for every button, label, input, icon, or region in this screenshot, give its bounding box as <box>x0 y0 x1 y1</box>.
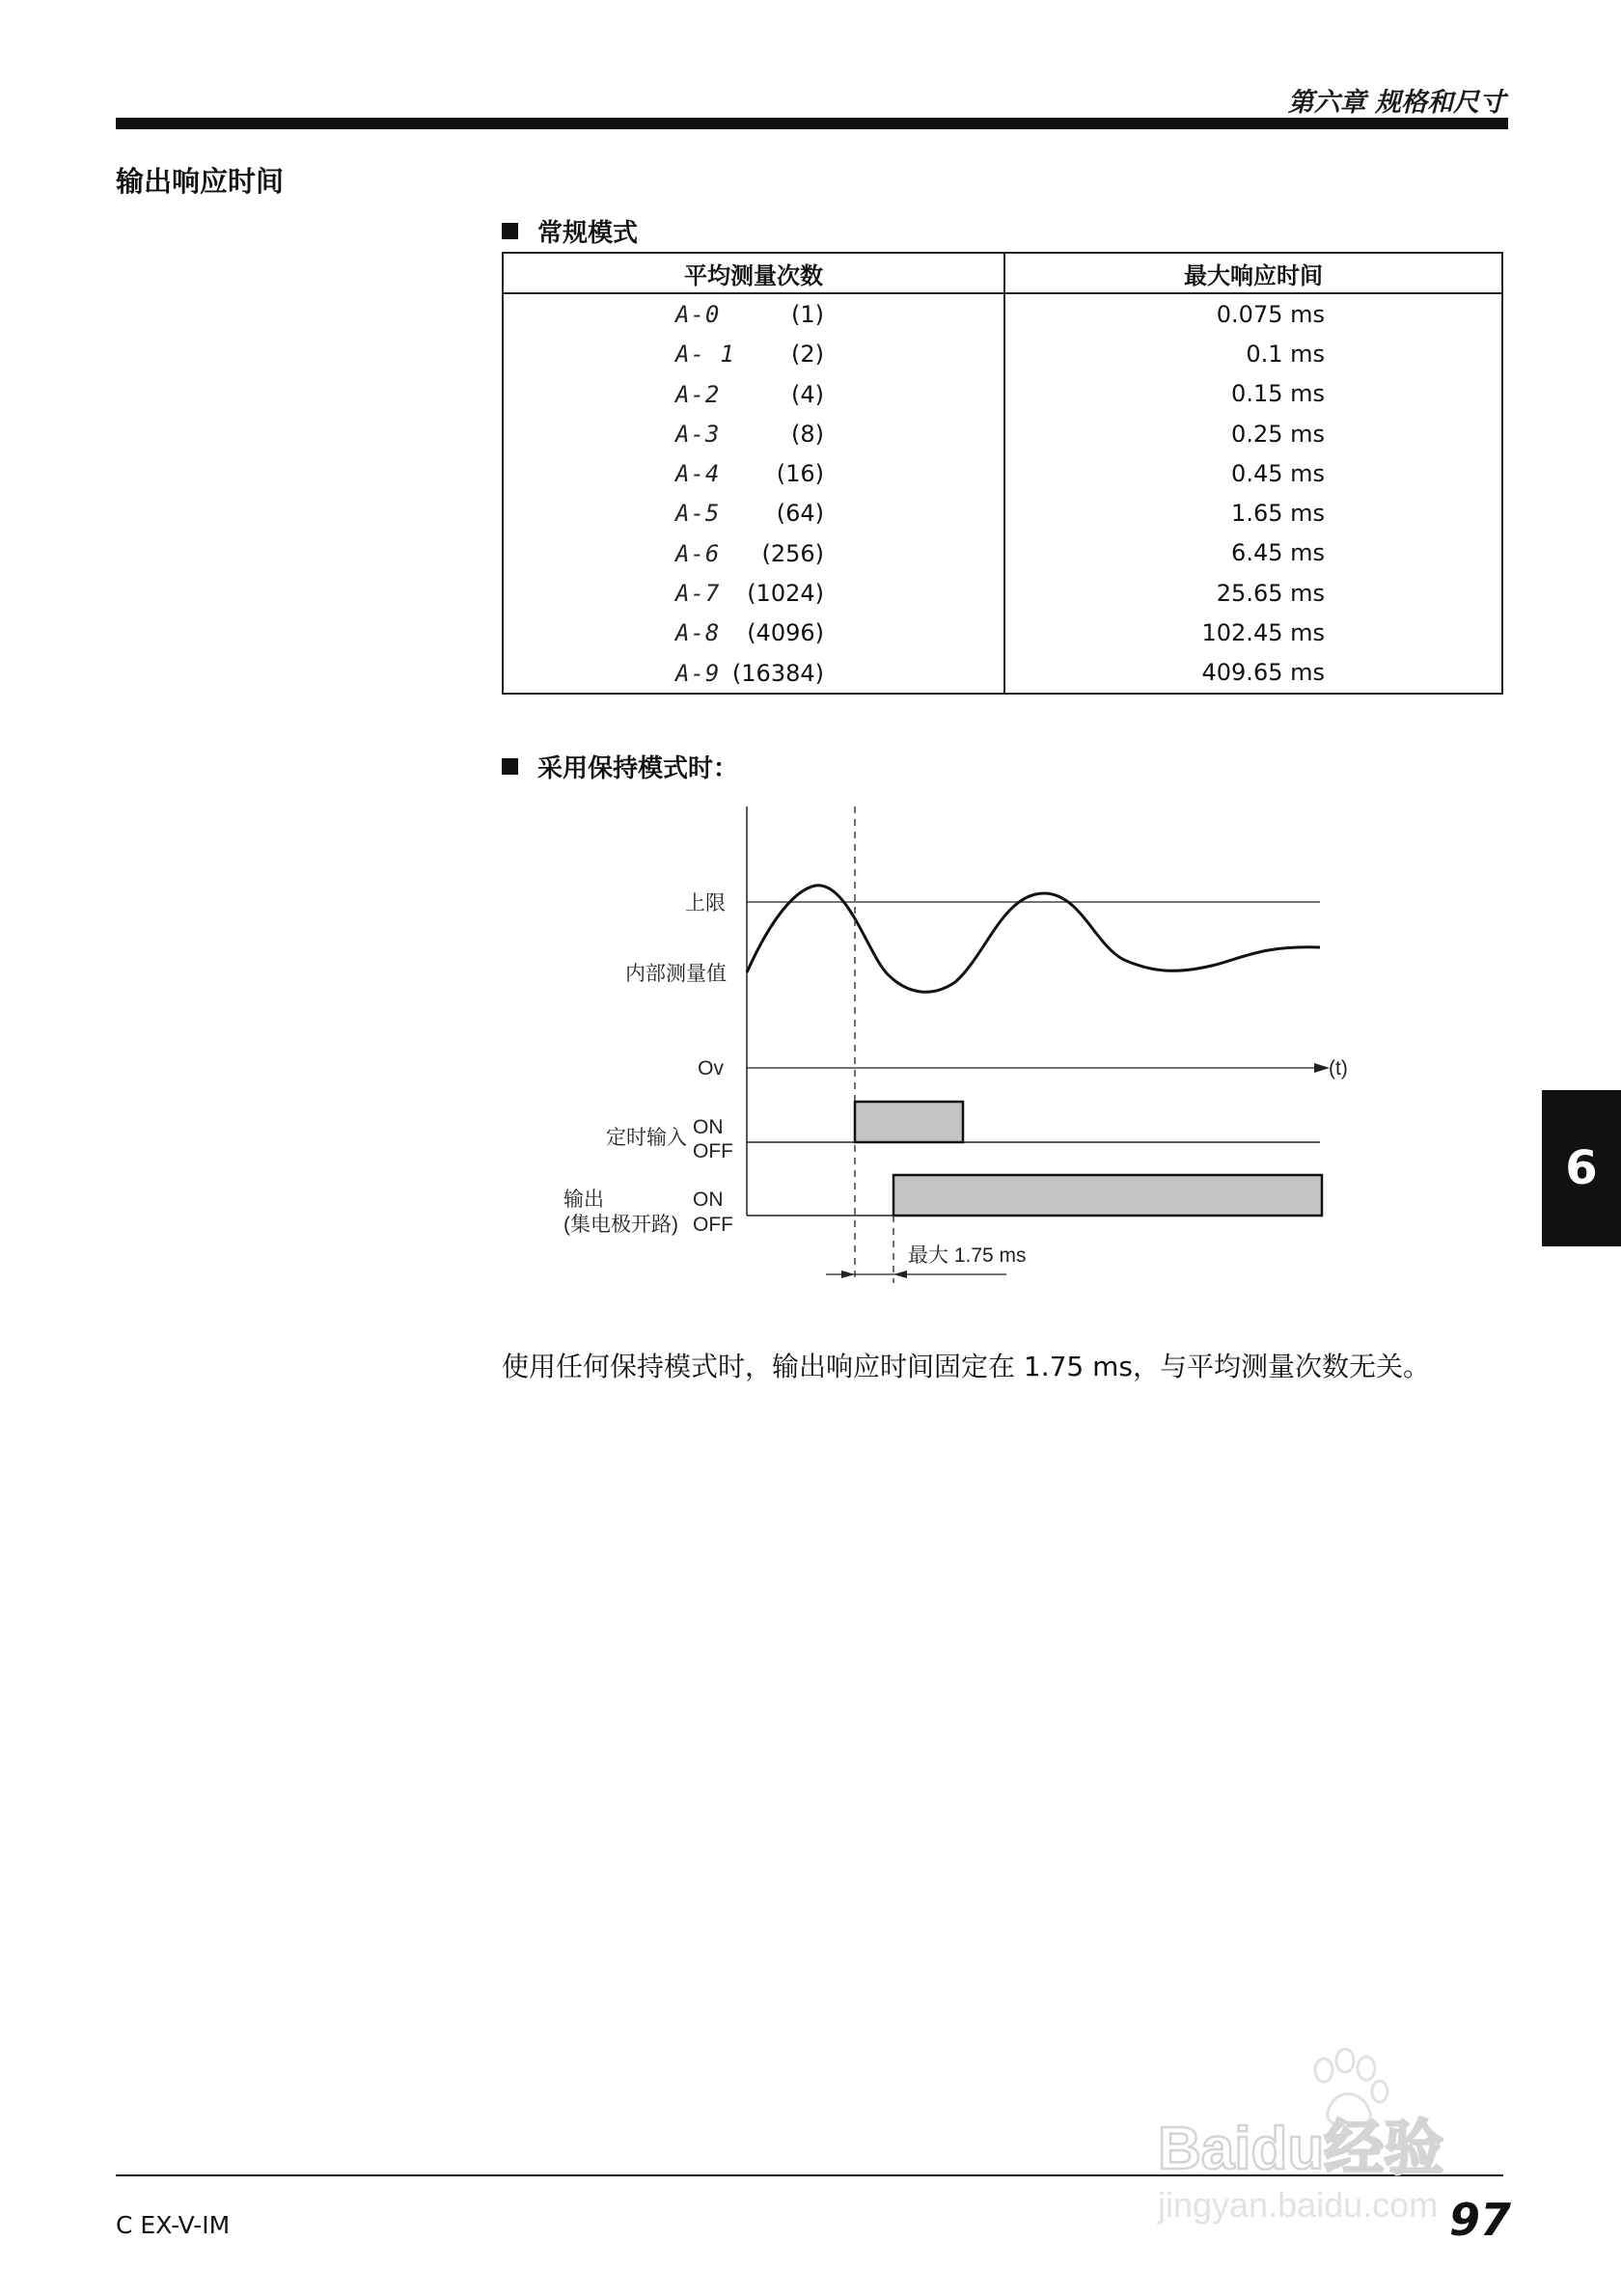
document-code: C EX-V-IM <box>116 2211 231 2239</box>
average-count-cell <box>503 453 1004 493</box>
internal-value-wave <box>747 886 1320 993</box>
segment-code: A-2 <box>675 380 721 408</box>
hold-mode-heading <box>502 749 738 784</box>
max-delay-label: 最大 1.75 ms <box>908 1244 1027 1267</box>
measurement-count: (256) <box>761 539 824 567</box>
header-rule <box>116 118 1508 129</box>
max-response-cell: 1.65 ms <box>1004 493 1502 533</box>
max-response-cell: 0.15 ms <box>1004 374 1502 414</box>
chapter-tab: 6 <box>1542 1090 1621 1246</box>
page-number: 97 <box>1449 2194 1512 2246</box>
output-label: 输出 <box>563 1189 604 1211</box>
average-count-cell <box>503 613 1004 652</box>
output-off-label: OFF <box>693 1214 733 1236</box>
table-row <box>503 374 1502 414</box>
time-axis-label: (t) <box>1329 1057 1348 1080</box>
max-response-cell: 0.45 ms <box>1004 453 1502 493</box>
max-response-cell: 0.075 ms <box>1004 293 1502 334</box>
measurement-count: (1) <box>791 301 824 328</box>
max-response-cell: 0.25 ms <box>1004 414 1502 453</box>
measurement-count: (16384) <box>731 659 824 687</box>
segment-code: A- 1 <box>675 341 735 369</box>
segment-code: A-0 <box>675 301 721 328</box>
max-response-cell: 409.65 ms <box>1004 653 1502 694</box>
max-response-cell: 0.1 ms <box>1004 334 1502 373</box>
internal-value-label: 内部测量值 <box>625 963 727 985</box>
column-header-average-count: 平均测量次数 <box>503 253 1004 293</box>
response-time-table <box>502 252 1503 695</box>
square-bullet-icon <box>502 223 518 239</box>
watermark-logo-text: Baidu经验 <box>1158 2116 1444 2182</box>
output-type-label: (集电极开路) <box>563 1214 678 1236</box>
average-count-cell <box>503 653 1004 694</box>
arrow-left-icon <box>893 1271 907 1278</box>
segment-code: A-4 <box>675 460 721 488</box>
max-response-cell: 25.65 ms <box>1004 573 1502 613</box>
table-row <box>503 453 1502 493</box>
upper-limit-label: 上限 <box>685 892 726 915</box>
table-row <box>503 573 1502 613</box>
measurement-count: (4) <box>791 380 824 408</box>
measurement-count: (2) <box>791 341 824 369</box>
segment-code: A-3 <box>675 420 721 448</box>
average-count-cell <box>503 334 1004 373</box>
measurement-count: (8) <box>791 420 824 448</box>
table-row <box>503 334 1502 373</box>
output-on-label: ON <box>693 1189 724 1211</box>
column-header-max-response: 最大响应时间 <box>1004 253 1502 293</box>
segment-code: A-6 <box>675 539 721 567</box>
chapter-title: 第六章 规格和尺寸 <box>1287 88 1505 118</box>
average-count-cell <box>503 374 1004 414</box>
timing-diagram <box>540 801 1389 1302</box>
table-body <box>503 293 1502 694</box>
table-row <box>503 293 1502 334</box>
table-row <box>503 414 1502 453</box>
hold-mode-heading-text: 采用保持模式时： <box>537 754 739 783</box>
measurement-count: (64) <box>776 500 824 528</box>
zero-label: Ov <box>698 1057 724 1080</box>
timing-input-on-label: ON <box>693 1116 724 1138</box>
table-row <box>503 533 1502 573</box>
segment-code: A-9 <box>675 659 721 687</box>
average-count-cell <box>503 414 1004 453</box>
max-response-cell: 102.45 ms <box>1004 613 1502 652</box>
segment-code: A-7 <box>675 580 721 608</box>
baidu-watermark <box>1148 2045 1534 2238</box>
arrow-right-icon <box>1314 1063 1330 1073</box>
average-count-cell <box>503 293 1004 334</box>
measurement-count: (4096) <box>747 619 824 647</box>
timing-input-pulse <box>855 1102 963 1142</box>
output-pulse <box>893 1175 1322 1216</box>
table-header-row <box>503 253 1502 293</box>
average-count-cell <box>503 493 1004 533</box>
measurement-count: (16) <box>776 460 824 488</box>
segment-code: A-8 <box>675 619 721 647</box>
section-title: 输出响应时间 <box>116 165 285 198</box>
average-count-cell <box>503 573 1004 613</box>
timing-input-off-label: OFF <box>693 1140 733 1162</box>
average-count-cell <box>503 533 1004 573</box>
timing-input-label: 定时输入 <box>606 1127 687 1149</box>
max-response-cell: 6.45 ms <box>1004 533 1502 573</box>
watermark-url-text: jingyan.baidu.com <box>1158 2185 1439 2225</box>
table-row <box>503 613 1502 652</box>
arrow-right-icon <box>841 1271 855 1278</box>
measurement-count: (1024) <box>747 580 824 608</box>
hold-mode-note: 使用任何保持模式时，输出响应时间固定在 1.75 ms，与平均测量次数无关。 <box>502 1351 1431 1382</box>
table-row <box>503 493 1502 533</box>
normal-mode-heading <box>502 213 638 249</box>
normal-mode-heading-text: 常规模式 <box>537 219 639 248</box>
square-bullet-icon <box>502 758 518 775</box>
segment-code: A-5 <box>675 500 721 528</box>
table-row <box>503 653 1502 694</box>
